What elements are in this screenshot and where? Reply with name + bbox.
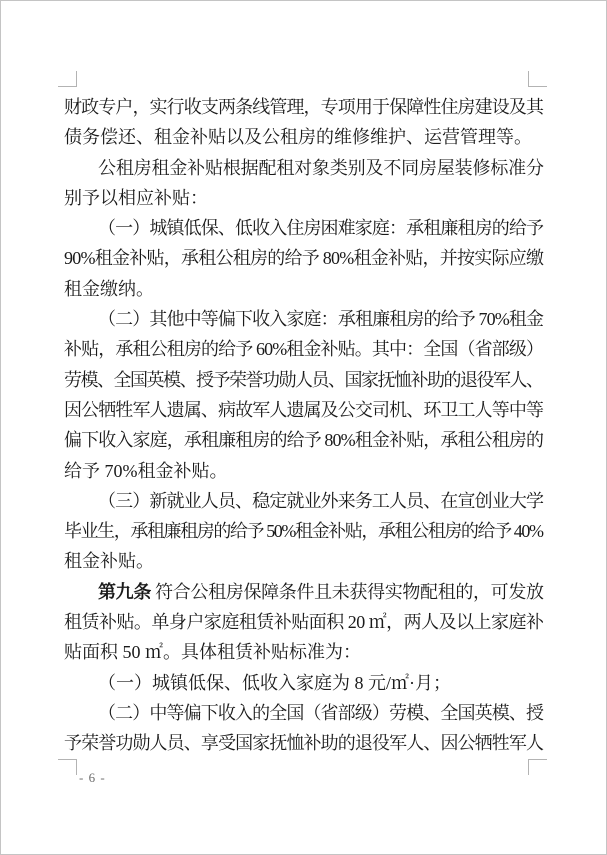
- text-run: 债务偿还、租金补贴以及公租房的维修维护、运营管理等。: [64, 127, 532, 148]
- text-line: [64, 304, 544, 334]
- text-run: 租赁补贴。单身户家庭租赁补贴面积 20 ㎡，两人及以上家庭补: [64, 612, 544, 633]
- text-run: 劳模、全国英模、授予荣誉功勋人员、国家抚恤补助的退役军人、: [64, 369, 543, 390]
- text-line: [64, 274, 544, 304]
- article-number-heading: 第九条: [98, 581, 151, 602]
- text-run: 别予以相应补贴：: [64, 187, 208, 208]
- text-line: [64, 122, 544, 152]
- text-run: 90%租金补贴，承租公租房的给予 80%租金补贴，并按实际应缴: [64, 248, 544, 269]
- text-line: [64, 577, 544, 607]
- text-run: 补贴，承租公租房的给予 60%租金补贴。其中：全国（省部级）: [64, 339, 544, 360]
- text-line: [64, 668, 544, 698]
- text-line: [64, 425, 544, 455]
- text-run: 财政专户，实行收支两条线管理，专项用于保障性住房建设及其: [64, 97, 544, 117]
- text-line: [64, 546, 544, 576]
- text-run: （二）中等偏下收入的全国（省部级）劳模、全国英模、授: [98, 702, 544, 723]
- text-line: [64, 698, 544, 728]
- document-body: [64, 92, 544, 759]
- text-run: 租金补贴。: [64, 551, 154, 572]
- text-line: [64, 243, 544, 273]
- text-run: 租金缴纳。: [64, 278, 154, 299]
- text-line: [64, 637, 544, 667]
- text-run: 毕业生，承租廉租房的给予 50%租金补贴，承租公租房的给予 40%: [64, 521, 543, 542]
- text-run: 贴面积 50 ㎡。具体租赁补贴标准为：: [64, 642, 361, 663]
- text-run: 予荣誉功勋人员、享受国家抚恤补助的退役军人、因公牺牲军人: [64, 733, 544, 754]
- text-line: [64, 334, 544, 364]
- text-line: [64, 153, 544, 183]
- text-run: （一）城镇低保、低收入住房困难家庭：承租廉租房的给予: [98, 218, 544, 239]
- text-boundary-mark-top-left: [58, 71, 77, 87]
- text-line: [64, 516, 544, 546]
- text-run: 给予 70%租金补贴。: [64, 460, 228, 481]
- page-number: - 6 -: [79, 770, 106, 785]
- text-run: （三）新就业人员、稳定就业外来务工人员、在宣创业大学: [98, 490, 544, 511]
- text-run: （一）城镇低保、低收入家庭为 8 元/㎡·月；: [98, 672, 451, 693]
- text-line: [64, 607, 544, 637]
- text-run: 偏下收入家庭，承租廉租房的给予 80%租金补贴，承租公租房的: [64, 430, 544, 451]
- text-boundary-mark-bottom-left: [58, 759, 77, 775]
- text-line: [64, 728, 544, 758]
- text-run: 公租房租金补贴根据配租对象类别及不同房屋装修标准分: [98, 157, 544, 178]
- text-run: 因公牺牲军人遗属、病故军人遗属及公交司机、环卫工人等中等: [64, 399, 544, 420]
- text-line: [64, 92, 544, 122]
- text-line: [64, 486, 544, 516]
- text-line: [64, 365, 544, 395]
- text-line: [64, 456, 544, 486]
- text-run: （二）其他中等偏下收入家庭：承租廉租房的给予 70%租金: [98, 309, 544, 330]
- text-boundary-mark-top-right: [528, 71, 547, 87]
- text-line: [64, 213, 544, 243]
- text-line: [64, 183, 544, 213]
- text-line: [64, 395, 544, 425]
- text-boundary-mark-bottom-right: [528, 759, 547, 775]
- text-run: 符合公租房保障条件且未获得实物配租的，可发放: [150, 581, 544, 602]
